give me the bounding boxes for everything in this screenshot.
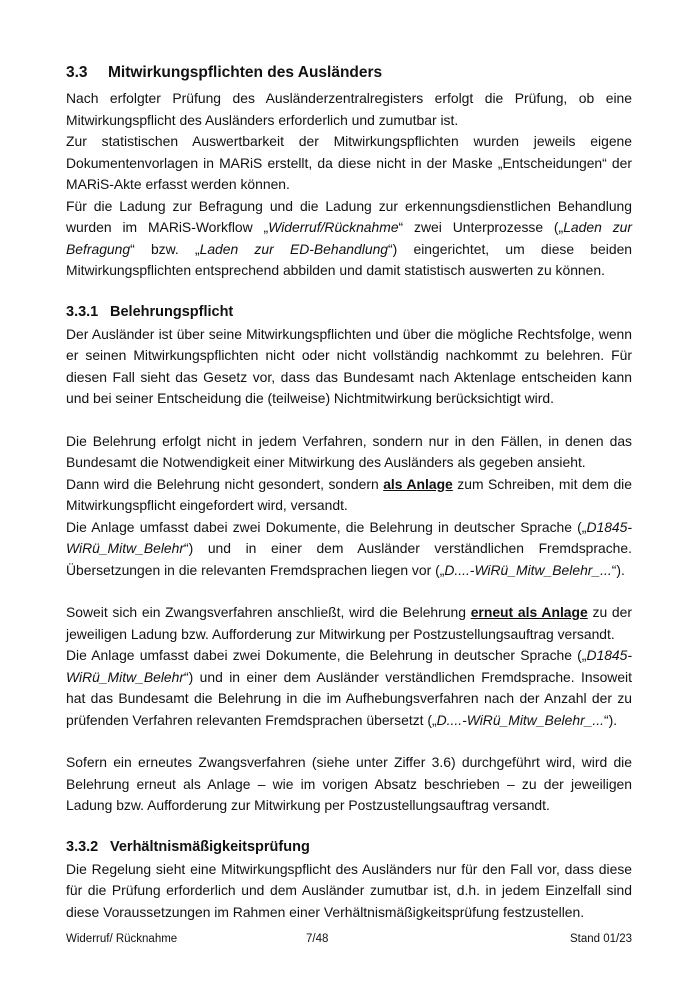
text-run: zum Schreiben, mit dem die Mitwirkungspflicht eingefordert wird, versandt. [66, 475, 632, 513]
heading-number: 3.3.1 [66, 303, 99, 320]
italic-term: D1845-WiRü_Mitw_Belehr [66, 647, 632, 685]
text-run: “). [604, 711, 618, 728]
paragraph: Die Regelung sieht eine Mitwirkungspflicht des Ausländers nur für den Fall vor, dass diese für die Prüfung erforderlich und dem Ausländer zumutbar ist, d.h. in jedem Einzelfall sind diese Voraussetzungen im Rahmen einer Verhältnismäßigkeitsprüfung festzustellen. [66, 860, 632, 920]
italic-term: Laden zur Befragung [66, 219, 632, 257]
heading-3-3-2 [66, 836, 632, 858]
emphasis-underlined: als Anlage [383, 475, 453, 492]
heading-title: Mitwirkungspflichten des Ausländers [108, 64, 383, 81]
paragraph: Nach erfolgter Prüfung des Ausländerzentralregisters erfolgt die Prüfung, ob eine Mitwirkungspflicht des Ausländers erforderlich und zumutbar ist. [66, 90, 632, 128]
footer-page-number: 7/48 [306, 933, 329, 945]
heading-title: Verhältnismäßigkeitsprüfung [110, 838, 310, 855]
italic-term: D....-WiRü_Mitw_Belehr_... [444, 561, 612, 578]
document-page [66, 62, 632, 923]
text-run: “) eingerichtet, um diese beiden Mitwirkungspflichten entsprechend abbilden und damit statistisch auswerten zu können. [66, 240, 633, 278]
paragraph [66, 474, 632, 517]
text-run: “) und in einer dem Ausländer verständlichen Fremdsprache. Insoweit hat das Bundesamt die Belehrung in die im Aufhebungsverfahren nach der Anzahl der zu prüfenden Verfahren relevanten Fremdsprachen übersetzt („ [66, 668, 632, 728]
heading-number: 3.3 [66, 64, 88, 81]
italic-term: D1845-WiRü_Mitw_Belehr [66, 518, 632, 556]
paragraph [66, 196, 632, 282]
page-footer [66, 933, 632, 951]
heading-title: Belehrungspflicht [110, 303, 234, 320]
paragraph [66, 602, 632, 645]
text-run: Die Anlage umfasst dabei zwei Dokumente, die Belehrung in deutscher Sprache („ [66, 647, 587, 663]
paragraph [66, 645, 632, 731]
heading-3-3-1 [66, 301, 632, 323]
text-run: “ zwei Unterprozesse („ [398, 219, 564, 235]
text-run: Soweit sich ein Zwangsverfahren anschließt, wird die Belehrung [66, 604, 471, 620]
italic-term: Laden zur ED-Behandlung [199, 240, 389, 257]
paragraph: Der Ausländer ist über seine Mitwirkungspflichten und über die mögliche Rechtsfolge, wenn er seinen Mitwirkungspflichten nicht oder nicht vollständig nachkommt zu belehren. Für diesen Fall sieht das Gesetz vor, dass das Bundesamt nach Aktenlage entscheiden kann und bei seiner Entscheidung die (teilweise) Nichtmitwirkung berücksichtigt wird. [66, 325, 632, 406]
italic-term: Widerruf/Rücknahme [268, 219, 399, 235]
text-run: Die Anlage umfasst dabei zwei Dokumente, die Belehrung in deutscher Sprache („ [66, 518, 587, 535]
paragraph: Zur statistischen Auswertbarkeit der Mitwirkungspflichten wurden jeweils eigene Dokumentenvorlagen in MARiS erstellt, da diese nicht in der Maske „Entscheidungen“ der MARiS-Akte erfasst werden können. [66, 133, 632, 192]
text-run: “) und in einer dem Ausländer verständlichen Fremdsprache. Übersetzungen in die relevanten Fremdsprachen liegen vor („ [66, 540, 632, 578]
paragraph: Sofern ein erneutes Zwangsverfahren (siehe unter Ziffer 3.6) durchgeführt wird, wird die Belehrung erneut als Anlage – wie im vorigen Absatz beschrieben – zu der jeweiligen Ladung bzw. Aufforderung zur Mitwirkung per Postzustellungsauftrag versandt. [66, 754, 632, 813]
emphasis-underlined: erneut als Anlage [470, 604, 588, 620]
footer-document-title: Widerruf/ Rücknahme [66, 933, 178, 945]
heading-3-3 [66, 62, 632, 84]
italic-term: D....-WiRü_Mitw_Belehr_... [436, 711, 605, 728]
heading-number: 3.3.2 [66, 838, 99, 855]
text-run: “ bzw. „ [130, 240, 200, 257]
paragraph: Die Belehrung erfolgt nicht in jedem Verfahren, sondern nur in den Fällen, in denen das Bundesamt die Notwendigkeit einer Mitwirkung des Ausländers als gegeben ansieht. [66, 432, 632, 470]
footer-version-date: Stand 01/23 [569, 933, 632, 945]
paragraph [66, 517, 632, 582]
text-run: Für die Ladung zur Befragung und die Ladung zur erkennungsdienstlichen Behandlung wurden im MARiS-Workflow „ [66, 197, 632, 235]
text-run: “). [611, 561, 625, 578]
text-run: zu der jeweiligen Ladung bzw. Aufforderung zur Mitwirkung per Postzustellungsauftrag versandt. [66, 604, 632, 642]
text-run: Dann wird die Belehrung nicht gesondert, sondern [66, 475, 384, 492]
